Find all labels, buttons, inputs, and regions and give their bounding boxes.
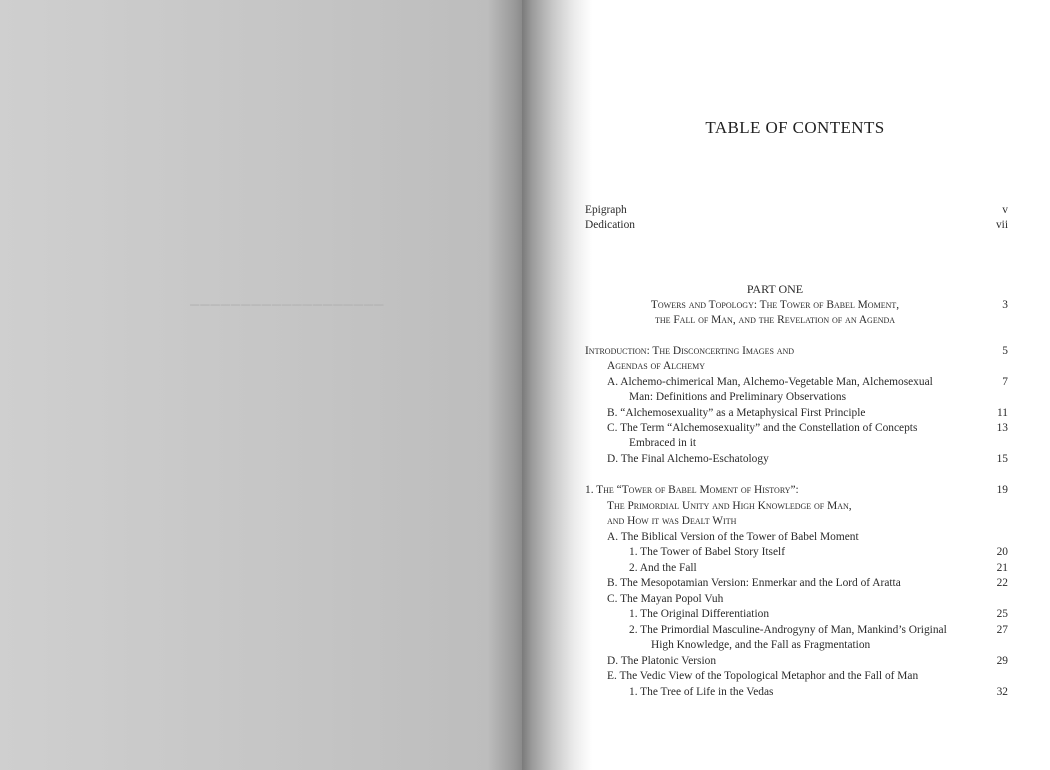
toc-entry: B. “Alchemosexuality” as a Metaphysical First Principle 11 — [607, 407, 1008, 419]
toc-entry: D. The Final Alchemo-Eschatology 15 — [607, 453, 1008, 465]
part-title-line2: the Fall of Man, and the Revelation of an Agenda — [654, 314, 896, 326]
toc-entry: C. The Mayan Popol Vuh — [607, 593, 724, 605]
toc-entry: A. Alchemo-chimerical Man, Alchemo-Vegetable Man, Alchemosexual 7 — [607, 376, 1008, 388]
toc-entry: 2. The Primordial Masculine-Androgyny of Man, Mankind’s Original 27 — [629, 624, 1008, 636]
toc-entry-continuation: Man: Definitions and Preliminary Observations — [629, 391, 847, 403]
toc-entry-chapter-1: 1. The “Tower of Babel Moment of History”: 19 — [585, 484, 1008, 496]
toc-entry-continuation: High Knowledge, and the Fall as Fragmentation — [651, 639, 871, 651]
toc-entry: D. The Platonic Version 29 — [607, 655, 1008, 667]
toc-entry: 1. The Original Differentiation 25 — [629, 608, 1008, 620]
toc-entry-continuation: and How it was Dealt With — [607, 515, 737, 527]
part-label: PART ONE — [746, 282, 804, 296]
toc-entry: C. The Term “Alchemosexuality” and the Constellation of Concepts 13 — [607, 422, 1008, 434]
entry-page: vii — [995, 219, 1008, 231]
part-title-line1: Towers and Topology: The Tower of Babel Moment, — [650, 299, 900, 311]
toc-entry: B. The Mesopotamian Version: Enmerkar and the Lord of Aratta 22 — [607, 577, 1008, 589]
toc-entry-epigraph — [585, 203, 1008, 218]
toc-entry-continuation: Agendas of Alchemy — [607, 360, 705, 372]
toc-entry: E. The Vedic View of the Topological Metaphor and the Fall of Man — [607, 670, 919, 682]
toc-entry-continuation: The Primordial Unity and High Knowledge of Man, — [607, 500, 852, 512]
entry-title: Epigraph — [585, 204, 627, 216]
entry-title: Dedication — [585, 219, 635, 231]
toc-entry-continuation: Embraced in it — [629, 437, 697, 449]
toc-entry: A. The Biblical Version of the Tower of Babel Moment — [607, 531, 859, 543]
toc-entry: 1. The Tower of Babel Story Itself 20 — [629, 546, 1008, 558]
toc-entry-introduction: Introduction: The Disconcerting Images and 5 — [585, 345, 1008, 357]
entry-page: v — [1002, 204, 1008, 216]
toc-entry-dedication — [585, 218, 1008, 233]
toc-heading: TABLE OF CONTENTS — [705, 118, 885, 137]
part-page: 3 — [1002, 299, 1008, 311]
toc-entry: 2. And the Fall 21 — [629, 562, 1008, 574]
bleed-through-text: ▁▁▁▁▁▁▁▁▁▁▁▁▁▁▁▁▁▁▁ — [190, 292, 385, 306]
toc-entry: 1. The Tree of Life in the Vedas 32 — [629, 686, 1008, 698]
